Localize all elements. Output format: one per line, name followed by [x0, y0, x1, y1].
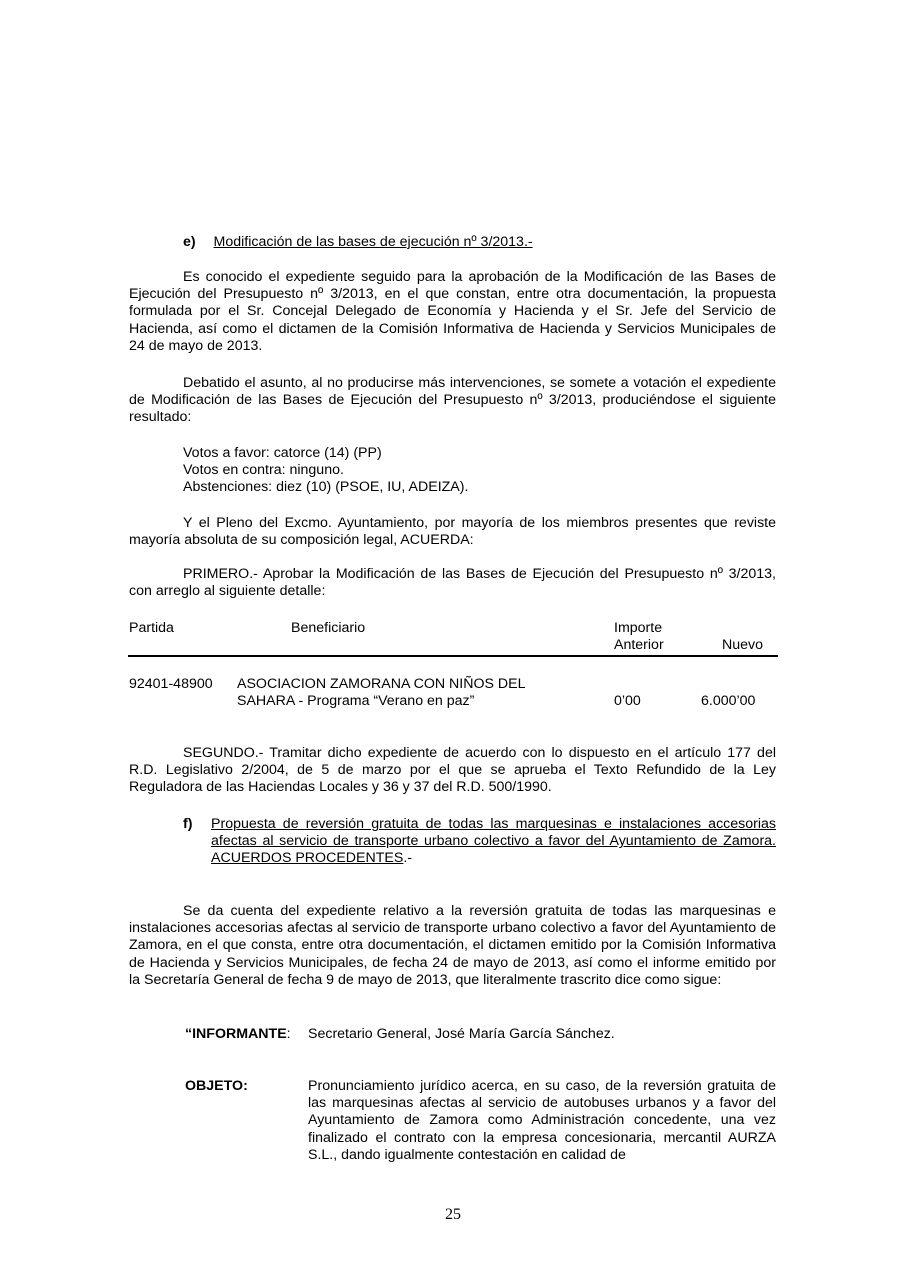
segundo-paragraph: SEGUNDO.- Tramitar dicho expediente de acuerdo con lo dispuesto en el artículo 177 del R.D. Legislativo 2/2004, de 5 de marzo por el que se aprueba el Texto Refundido de la Ley Reguladora de las Haciendas Locales y 36 y 37 del R.D. 500/1990.	[129, 745, 776, 796]
cell-beneficiario-line1: ASOCIACION ZAMORANA CON NIÑOS DEL	[237, 676, 526, 692]
cell-nuevo: 6.000’00	[701, 693, 756, 709]
vote-favor: Votos a favor: catorce (14) (PP)	[183, 445, 382, 461]
header-partida: Partida	[129, 620, 174, 636]
informante-label-wrap	[185, 1026, 291, 1043]
page-number: 25	[445, 1206, 461, 1223]
section-f-title-suffix: .-	[403, 850, 413, 867]
section-e-paragraph-1: Es conocido el expediente seguido para la aprobación de la Modificación de las Bases de Ejecución del Presupuesto nº 3/2013, en el que constan, entre otra documentación, la propuesta formulada por el Sr. Concejal Delegado de Economía y Hacienda y el Sr. Jefe del Servicio de Hacienda, así como el dictamen de la Comisión Informativa de Hacienda y Servicios Municipales de 24 de mayo de 2013.	[129, 269, 776, 354]
informante-label: “INFORMANTE	[185, 1026, 287, 1042]
table-rule	[128, 655, 778, 657]
section-e-title: Modificación de las bases de ejecución nº 3/2013.-	[213, 234, 533, 250]
header-importe: Importe	[614, 620, 663, 636]
section-f-heading	[211, 816, 776, 868]
objeto-label: OBJETO:	[185, 1078, 248, 1094]
cell-beneficiario-line2: SAHARA - Programa “Verano en paz”	[237, 693, 475, 709]
header-anterior: Anterior	[614, 637, 664, 653]
primero-paragraph: PRIMERO.- Aprobar la Modificación de las Bases de Ejecución del Presupuesto nº 3/2013, con arreglo al siguiente detalle:	[129, 566, 776, 600]
section-e-paragraph-2: Debatido el asunto, al no producirse más intervenciones, se somete a votación el expediente de Modificación de las Bases de Ejecución del Presupuesto nº 3/2013, produciéndose el siguiente resultado:	[129, 375, 776, 426]
informante-colon: :	[286, 1026, 291, 1042]
cell-partida: 92401-48900	[129, 676, 213, 692]
section-f-letter: f)	[183, 816, 193, 832]
header-beneficiario: Beneficiario	[291, 620, 366, 636]
section-f-paragraph-1: Se da cuenta del expediente relativo a la reversión gratuita de todas las marquesinas e instalaciones accesorias afectas al servicio de transporte urbano colectivo a favor del Ayuntamiento de Zamora, en el que consta, entre otra documentación, el dictamen emitido por la Comisión Informativa de Hacienda y Servicios Municipales, de fecha 24 de mayo de 2013, así como el informe emitido por la Secretaría General de fecha 9 de mayo de 2013, que literalmente trascrito dice como sigue:	[129, 903, 776, 988]
objeto-value: Pronunciamiento jurídico acerca, en su caso, de la reversión gratuita de las marquesinas afectas al servicio de autobuses urbanos y a favor del Ayuntamiento de Zamora como Administración concedente, una vez finalizado el contrato con la empresa concesionaria, mercantil AURZA S.L., dando igualmente contestación en calidad de	[308, 1078, 776, 1163]
header-nuevo: Nuevo	[722, 637, 764, 653]
section-e-paragraph-3: Y el Pleno del Excmo. Ayuntamiento, por mayoría de los miembros presentes que reviste mayoría absoluta de su composición legal, ACUERDA:	[129, 515, 776, 549]
objeto-label-wrap	[185, 1078, 248, 1095]
vote-abstentions: Abstenciones: diez (10) (PSOE, IU, ADEIZA).	[183, 479, 469, 496]
informante-value: Secretario General, José María García Sánchez.	[308, 1026, 615, 1042]
vote-results	[183, 445, 468, 497]
section-f-title: Propuesta de reversión gratuita de todas las marquesinas e instalaciones accesorias afectas al servicio de transporte urbano colectivo a favor del Ayuntamiento de Zamora. ACUERDOS PROCEDENTES	[211, 816, 776, 867]
section-f-letter-wrap	[183, 816, 192, 833]
section-e-letter: e)	[183, 234, 196, 250]
cell-anterior: 0’00	[614, 693, 641, 709]
vote-against: Votos en contra: ninguno.	[183, 462, 344, 479]
section-e-heading	[183, 234, 533, 251]
